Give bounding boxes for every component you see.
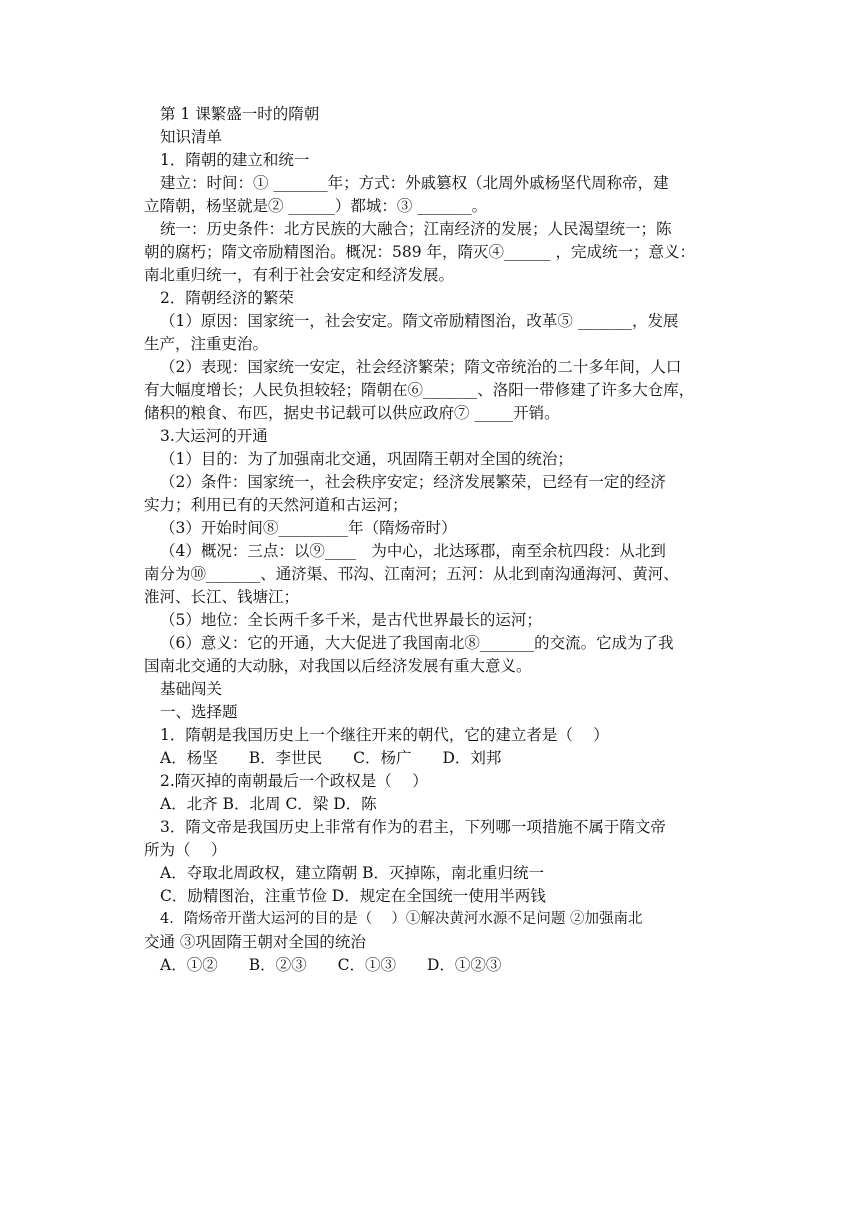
answer-options: C．励精图治，注重节俭 D．规定在全国统一使用半两钱	[160, 887, 546, 905]
paragraph-line: 国南北交通的大动脉，对我国以后经济发展有重大意义。	[144, 657, 532, 675]
section-heading: 一、选择题	[160, 703, 238, 721]
paragraph-line: （1）目的：为了加强南北交通，巩固隋王朝对全国的统治；	[160, 450, 573, 468]
subheading: 3.大运河的开通	[160, 427, 268, 445]
paragraph-line: （1）原因：国家统一，社会安定。隋文帝励精图治，改革⑤ _______，发展	[160, 312, 679, 330]
paragraph-line: （3）开始时间⑧_________年（隋炀帝时）	[160, 519, 457, 537]
paragraph-line: 南北重归统一，有利于社会安定和经济发展。	[144, 266, 455, 284]
paragraph-line: 淮河、长江、钱塘江；	[144, 588, 300, 606]
subheading: 2．隋朝经济的繁荣	[160, 289, 294, 307]
question: 1．隋朝是我国历史上一个继往开来的朝代，它的建立者是（ ）	[160, 726, 609, 744]
section-heading: 知识清单	[160, 128, 223, 146]
answer-options: A．杨坚 B．李世民 C．杨广 D．刘邦	[160, 749, 502, 767]
question: 4．隋炀帝开凿大运河的目的是（ ）①解决黄河水源不足问题 ②加强南北	[160, 911, 643, 927]
paragraph-line: 建立：时间：① _______年；方式：外戚篡权（北周外戚杨坚代周称帝，建	[160, 174, 669, 192]
title: 第 1 课繁盛一时的隋朝	[160, 105, 320, 123]
question: 3．隋文帝是我国历史上非常有作为的君主，下列哪一项措施不属于隋文帝	[160, 818, 666, 836]
answer-options: A．北齐 B．北周 C．梁 D．陈	[160, 795, 377, 813]
paragraph-line: 实力；利用已有的天然河道和古运河；	[144, 496, 408, 514]
paragraph-line: 统一：历史条件：北方民族的大融合；江南经济的发展；人民渴望统一；陈	[160, 220, 672, 238]
paragraph-line: （6）意义：它的开通，大大促进了我国南北⑧_______的交流。它成为了我	[160, 634, 674, 652]
paragraph-line: （4）概况：三点：以⑨____ 为中心，北达琢郡，南至余杭四段：从北到	[160, 542, 666, 560]
question: 2.隋灭掉的南朝最后一个政权是（ ）	[160, 772, 428, 790]
paragraph-line: 立隋朝，杨坚就是② ______）都城：③ _______。	[144, 197, 488, 215]
question: 交通 ③巩固隋王朝对全国的统治	[144, 933, 366, 951]
document-page	[144, 103, 730, 977]
question: 所为（ ）	[144, 841, 227, 859]
paragraph-line: 朝的腐朽；隋文帝励精图治。概况：589 年，隋灭④______ ，完成统一；意义：	[144, 243, 695, 261]
paragraph-line: （5）地位：全长两千多千米，是古代世界最长的运河；	[160, 611, 542, 629]
paragraph-line: （2）表现：国家统一安定，社会经济繁荣；隋文帝统治的二十多年间，人口	[160, 358, 682, 376]
paragraph-line: 储积的粮食、布匹，据史书记载可以供应政府⑦ _____开销。	[144, 404, 560, 422]
paragraph-line: （2）条件：国家统一，社会秩序安定；经济发展繁荣，已经有一定的经济	[160, 473, 666, 491]
paragraph-line: 生产，注重吏治。	[144, 335, 269, 353]
answer-options: A．夺取北周政权，建立隋朝 B．灭掉陈，南北重归统一	[160, 864, 545, 882]
subheading: 1．隋朝的建立和统一	[160, 151, 310, 169]
section-heading: 基础闯关	[160, 680, 223, 698]
answer-options: A．①② B．②③ C．①③ D．①②③	[160, 956, 502, 974]
paragraph-line: 南分为⑩_______、通济渠、邗沟、江南河；五河：从北到南沟通海河、黄河、	[144, 565, 679, 583]
paragraph-line: 有大幅度增长；人民负担较轻；隋朝在⑥_______、洛阳一带修建了许多大仓库，	[144, 381, 695, 399]
